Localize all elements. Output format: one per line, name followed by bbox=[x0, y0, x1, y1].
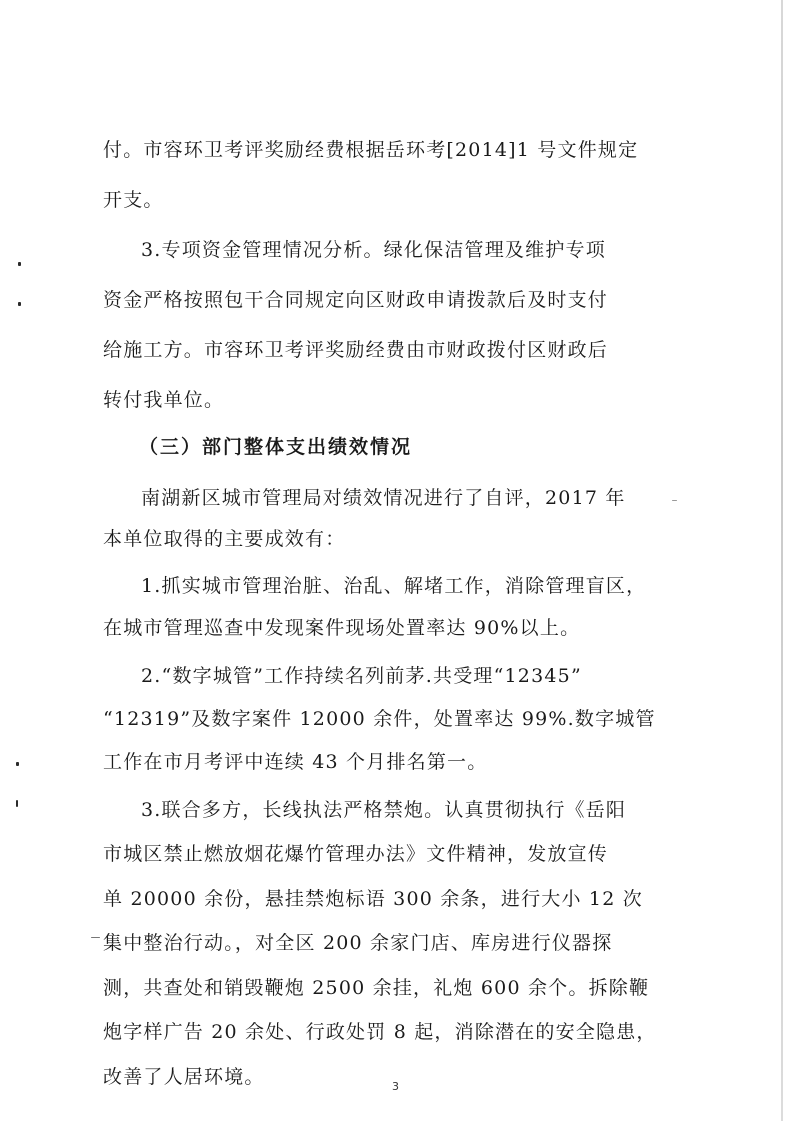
paragraph-line: 炮字样广告 20 余处、行政处罚 8 起，消除潜在的安全隐患， bbox=[103, 1021, 657, 1043]
paragraph-line: 付。市容环卫考评奖励经费根据岳环考[2014]1 号文件规定 bbox=[103, 139, 639, 161]
paragraph-line: 开支。 bbox=[103, 189, 164, 211]
paragraph-line: 2.“数字城管”工作持续名列前茅.共受理“12345” bbox=[141, 665, 582, 687]
paragraph-line: 在城市管理巡查中发现案件现场处置率达 90%以上。 bbox=[103, 617, 581, 639]
scan-speck bbox=[91, 937, 100, 938]
scan-speck bbox=[16, 762, 19, 766]
paragraph-line: 市城区禁止燃放烟花爆竹管理办法》文件精神，发放宣传 bbox=[103, 843, 609, 865]
paragraph-line: 集中整治行动。，对全区 200 余家门店、库房进行仪器探 bbox=[103, 932, 613, 954]
paragraph-line: 给施工方。市容环卫考评奖励经费由市财政拨付区财政后 bbox=[103, 339, 609, 361]
scan-speck bbox=[18, 302, 21, 306]
paragraph-line: 南湖新区城市管理局对绩效情况进行了自评，2017 年 bbox=[141, 487, 626, 509]
paragraph-line: 工作在市月考评中连续 43 个月排名第一。 bbox=[103, 751, 488, 773]
scan-speck bbox=[18, 262, 21, 266]
paragraph-line: 3.联合多方，长线执法严格禁炮。认真贯彻执行《岳阳 bbox=[141, 799, 627, 821]
paragraph-line: 测，共查处和销毁鞭炮 2500 余挂，礼炮 600 余个。拆除鞭 bbox=[103, 977, 650, 999]
paragraph-line: “12319”及数字案件 12000 余件，处置率达 99%.数字城管 bbox=[103, 708, 656, 730]
scan-speck bbox=[16, 800, 18, 807]
paragraph-line: 本单位取得的主要成效有： bbox=[103, 528, 346, 550]
paragraph-line: 转付我单位。 bbox=[103, 389, 225, 411]
scan-speck bbox=[672, 500, 677, 501]
page-number: 3 bbox=[392, 1080, 399, 1093]
paragraph-line: 改善了人居环境。 bbox=[103, 1066, 265, 1088]
paragraph-line: 1.抓实城市管理治脏、治乱、解堵工作，消除管理盲区， bbox=[141, 575, 647, 597]
paragraph-line: 单 20000 余份，悬挂禁炮标语 300 余条，进行大小 12 次 bbox=[103, 888, 643, 910]
paragraph-line: 3.专项资金管理情况分析。绿化保洁管理及维护专项 bbox=[141, 239, 606, 261]
section-heading: （三）部门整体支出绩效情况 bbox=[139, 436, 413, 458]
paragraph-line: 资金严格按照包干合同规定向区财政申请拨款后及时支付 bbox=[103, 289, 609, 311]
scan-edge-line bbox=[781, 0, 783, 1121]
